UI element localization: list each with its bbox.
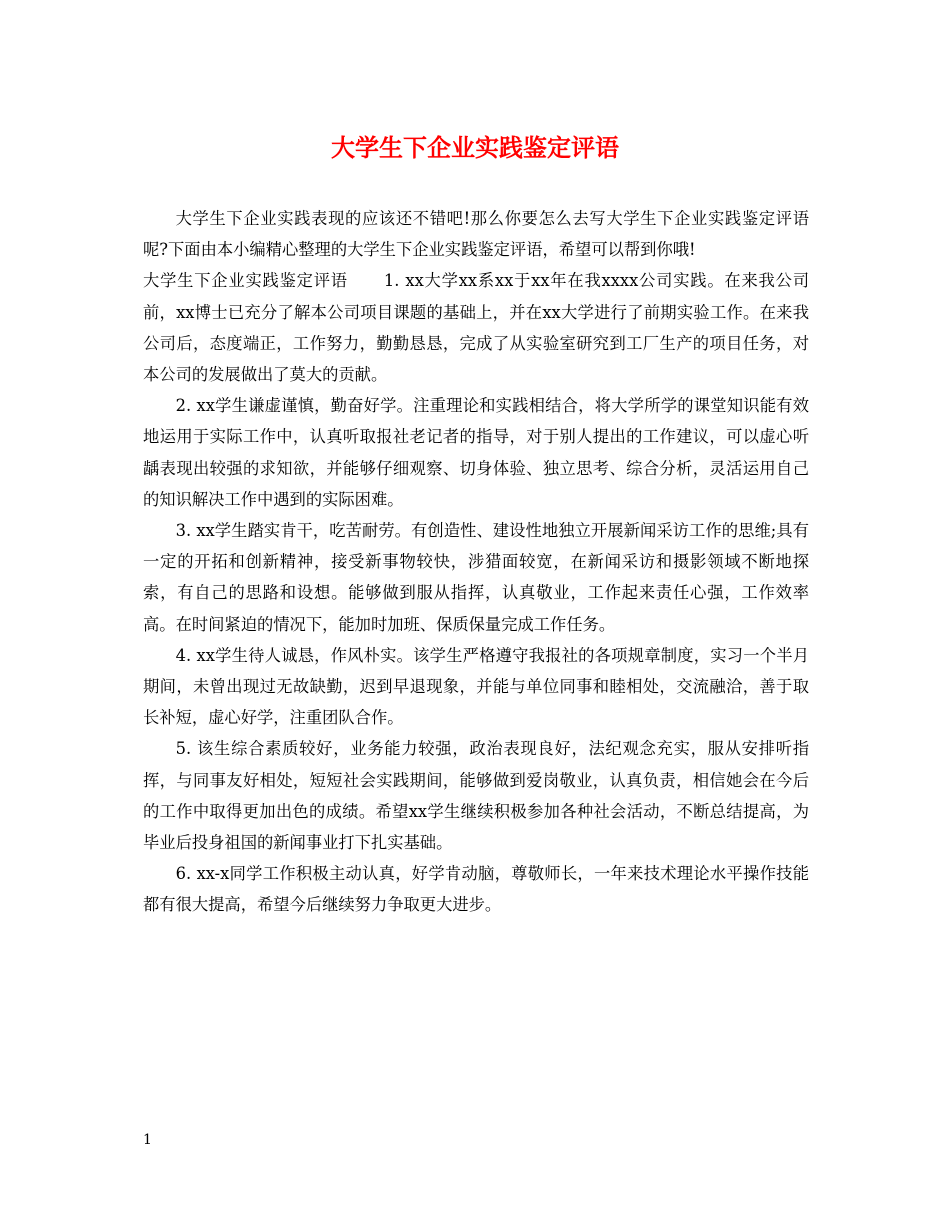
section-paragraph [143,265,809,390]
section-label: 大学生下企业实践鉴定评语 [143,271,348,291]
intro-paragraph: 大学生下企业实践表现的应该还不错吧!那么你要怎么去写大学生下企业实践鉴定评语呢?下面由本小编精心整理的大学生下企业实践鉴定评语，希望可以帮到你哦! [143,209,809,260]
page-number: 1 [143,1132,152,1148]
item-6: 6. xx-x同学工作积极主动认真，好学肯动脑，尊敬师长，一年来技术理论水平操作技能都有很大提高，希望今后继续努力争取更大进步。 [143,864,809,915]
item-4: 4. xx学生待人诚恳，作风朴实。该学生严格遵守我报社的各项规章制度，实习一个半月期间，未曾出现过无故缺勤，迟到早退现象，并能与单位同事和睦相处，交流融洽，善于取长补短，虚心好学，注重团队合作。 [143,645,809,728]
item-5: 5. 该生综合素质较好，业务能力较强，政治表现良好，法纪观念充实，服从安排听指挥，与同事友好相处，短短社会实践期间，能够做到爱岗敬业，认真负责，相信她会在今后的工作中取得更加出色的成绩。希望xx学生继续积极参加各种社会活动，不断总结提高，为毕业后投身祖国的新闻事业打下扎实基础。 [143,739,809,853]
item-2: 2. xx学生谦虚谨慎，勤奋好学。注重理论和实践相结合，将大学所学的课堂知识能有效地运用于实际工作中，认真听取报社老记者的指导，对于别人提出的工作建议，可以虚心听龋表现出较强的求知欲，并能够仔细观察、切身体验、独立思考、综合分析，灵活运用自己的知识解决工作中遇到的实际困难。 [143,396,809,509]
document-body [143,203,809,921]
item-3: 3. xx学生踏实肯干，吃苦耐劳。有创造性、建设性地独立开展新闻采访工作的思维;具有一定的开拓和创新精神，接受新事物较快，涉猎面较宽，在新闻采访和摄影领域不断地探索，有自己的思路和设想。能够做到服从指挥，认真敬业，工作起来责任心强，工作效率高。在时间紧迫的情况下，能加时加班、保质保量完成工作任务。 [143,521,809,634]
document-title: 大学生下企业实践鉴定评语 [331,133,619,162]
item-1: 1. xx大学xx系xx于xx年在我xxxx公司实践。在来我公司前，xx博士已充分了解本公司项目课题的基础上，并在xx大学进行了前期实验工作。在来我公司后，态度端正，工作努力，勤勤恳恳，完成了从实验室研究到工厂生产的项目任务，对本公司的发展做出了莫大的贡献。 [143,271,809,385]
